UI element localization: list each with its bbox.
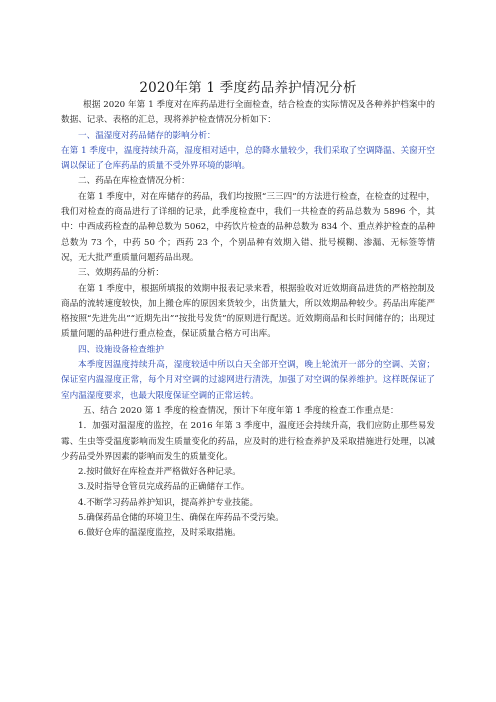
section-2-body: 在第 1 季度中，对在库储存的药品，我们均按照“三三四”的方法进行检查，在检查的过程中，我们对检查的商品进行了详细的记录，此季度检查中，我们一共检查的药品总数为 5896 个，其中：中西成药检查的品种总数为 5062，中药饮片检查的品种总数为 834 个、重点养护检查的品种总数为 73 个，中药 50 个；西药 23 个，个别品种有效期入错、批号模糊、渗漏、无标签等情况，无大批严重质量问题药品出现。 xyxy=(61,191,435,263)
document-body xyxy=(61,98,435,542)
section-3-body: 在第 1 季度中，根据所填报的效期申报表记录来看，根据验收对近效期商品进货的严格控制及商品的流转速度较快，加上搬仓库的原因来货较少，出货量大，所以效期品种较少。药品出库能严格按照“先进先出”“近期先出”“按批号发货”的原则进行配送。近效期商品和长时间储存的；出现过质量问题的品种进行重点检查，保证质量合格方可出库。 xyxy=(61,283,435,340)
section-5-item-6: 6.做好仓库的温湿度监控，及时采取措施。 xyxy=(78,528,241,539)
section-5-heading: 五、结合 2020 第 1 季度的检查情况，预计下年度年第 1 季度的检查工作重点是： xyxy=(83,405,399,416)
intro-paragraph: 根据 2020 年第 1 季度对在库药品进行全面检查，结合检查的实际情况及各种养护档案中的数据、记录、表格的汇总，现将养护检查情况分析如下： xyxy=(61,100,435,126)
section-5-item-1: 1．加强对温湿度的监控，在 2016 年第 3 季度中，温度还会持续升高，我们应防止那些易发霉、生虫等受温度影响而发生质量变化的药品，应及时的进行检查养护及采取措施进行处理，以减少药品受外界因素的影响而发生的质量变化。 xyxy=(61,421,435,462)
section-5-item-4: 4.不断学习药品养护知识，提高养护专业技能。 xyxy=(78,497,259,508)
section-2-heading: 二、药品在库检查情况分析： xyxy=(78,176,190,187)
section-5-item-3: 3.及时指导仓管员完成药品的正确储存工作。 xyxy=(78,482,250,493)
section-4-body: 本季度因温度持续升高，湿度较适中所以白天全部开空调，晚上轮流开一部分的空调、关窗；保证室内温湿度正常，每个月对空调的过滤网进行清洗，加强了对空调的保养维护。这样既保证了室内温湿度要求，也最大限度保证空调的正常运转。 xyxy=(61,360,435,401)
section-1-body: 在第 1 季度中，温度持续升高，湿度相对适中，总的降水量较少，我们采取了空调降温、关窗开空调以保证了仓库药品的质量不受外界环境的影响。 xyxy=(61,145,435,172)
section-5-item-5: 5.确保药品仓储的环境卫生、确保在库药品不受污染。 xyxy=(78,513,284,524)
section-3-heading: 三、效期药品的分析： xyxy=(78,268,164,279)
section-1-heading: 一、温湿度对药品储存的影响分析： xyxy=(78,130,216,141)
document-title: 2020年第 1 季度药品养护情况分析 xyxy=(139,80,357,96)
section-5-item-2: 2.按时做好在库检查并严格做好各种记录。 xyxy=(78,467,241,478)
section-4-heading: 四、设施设备检查维护 xyxy=(78,344,164,355)
